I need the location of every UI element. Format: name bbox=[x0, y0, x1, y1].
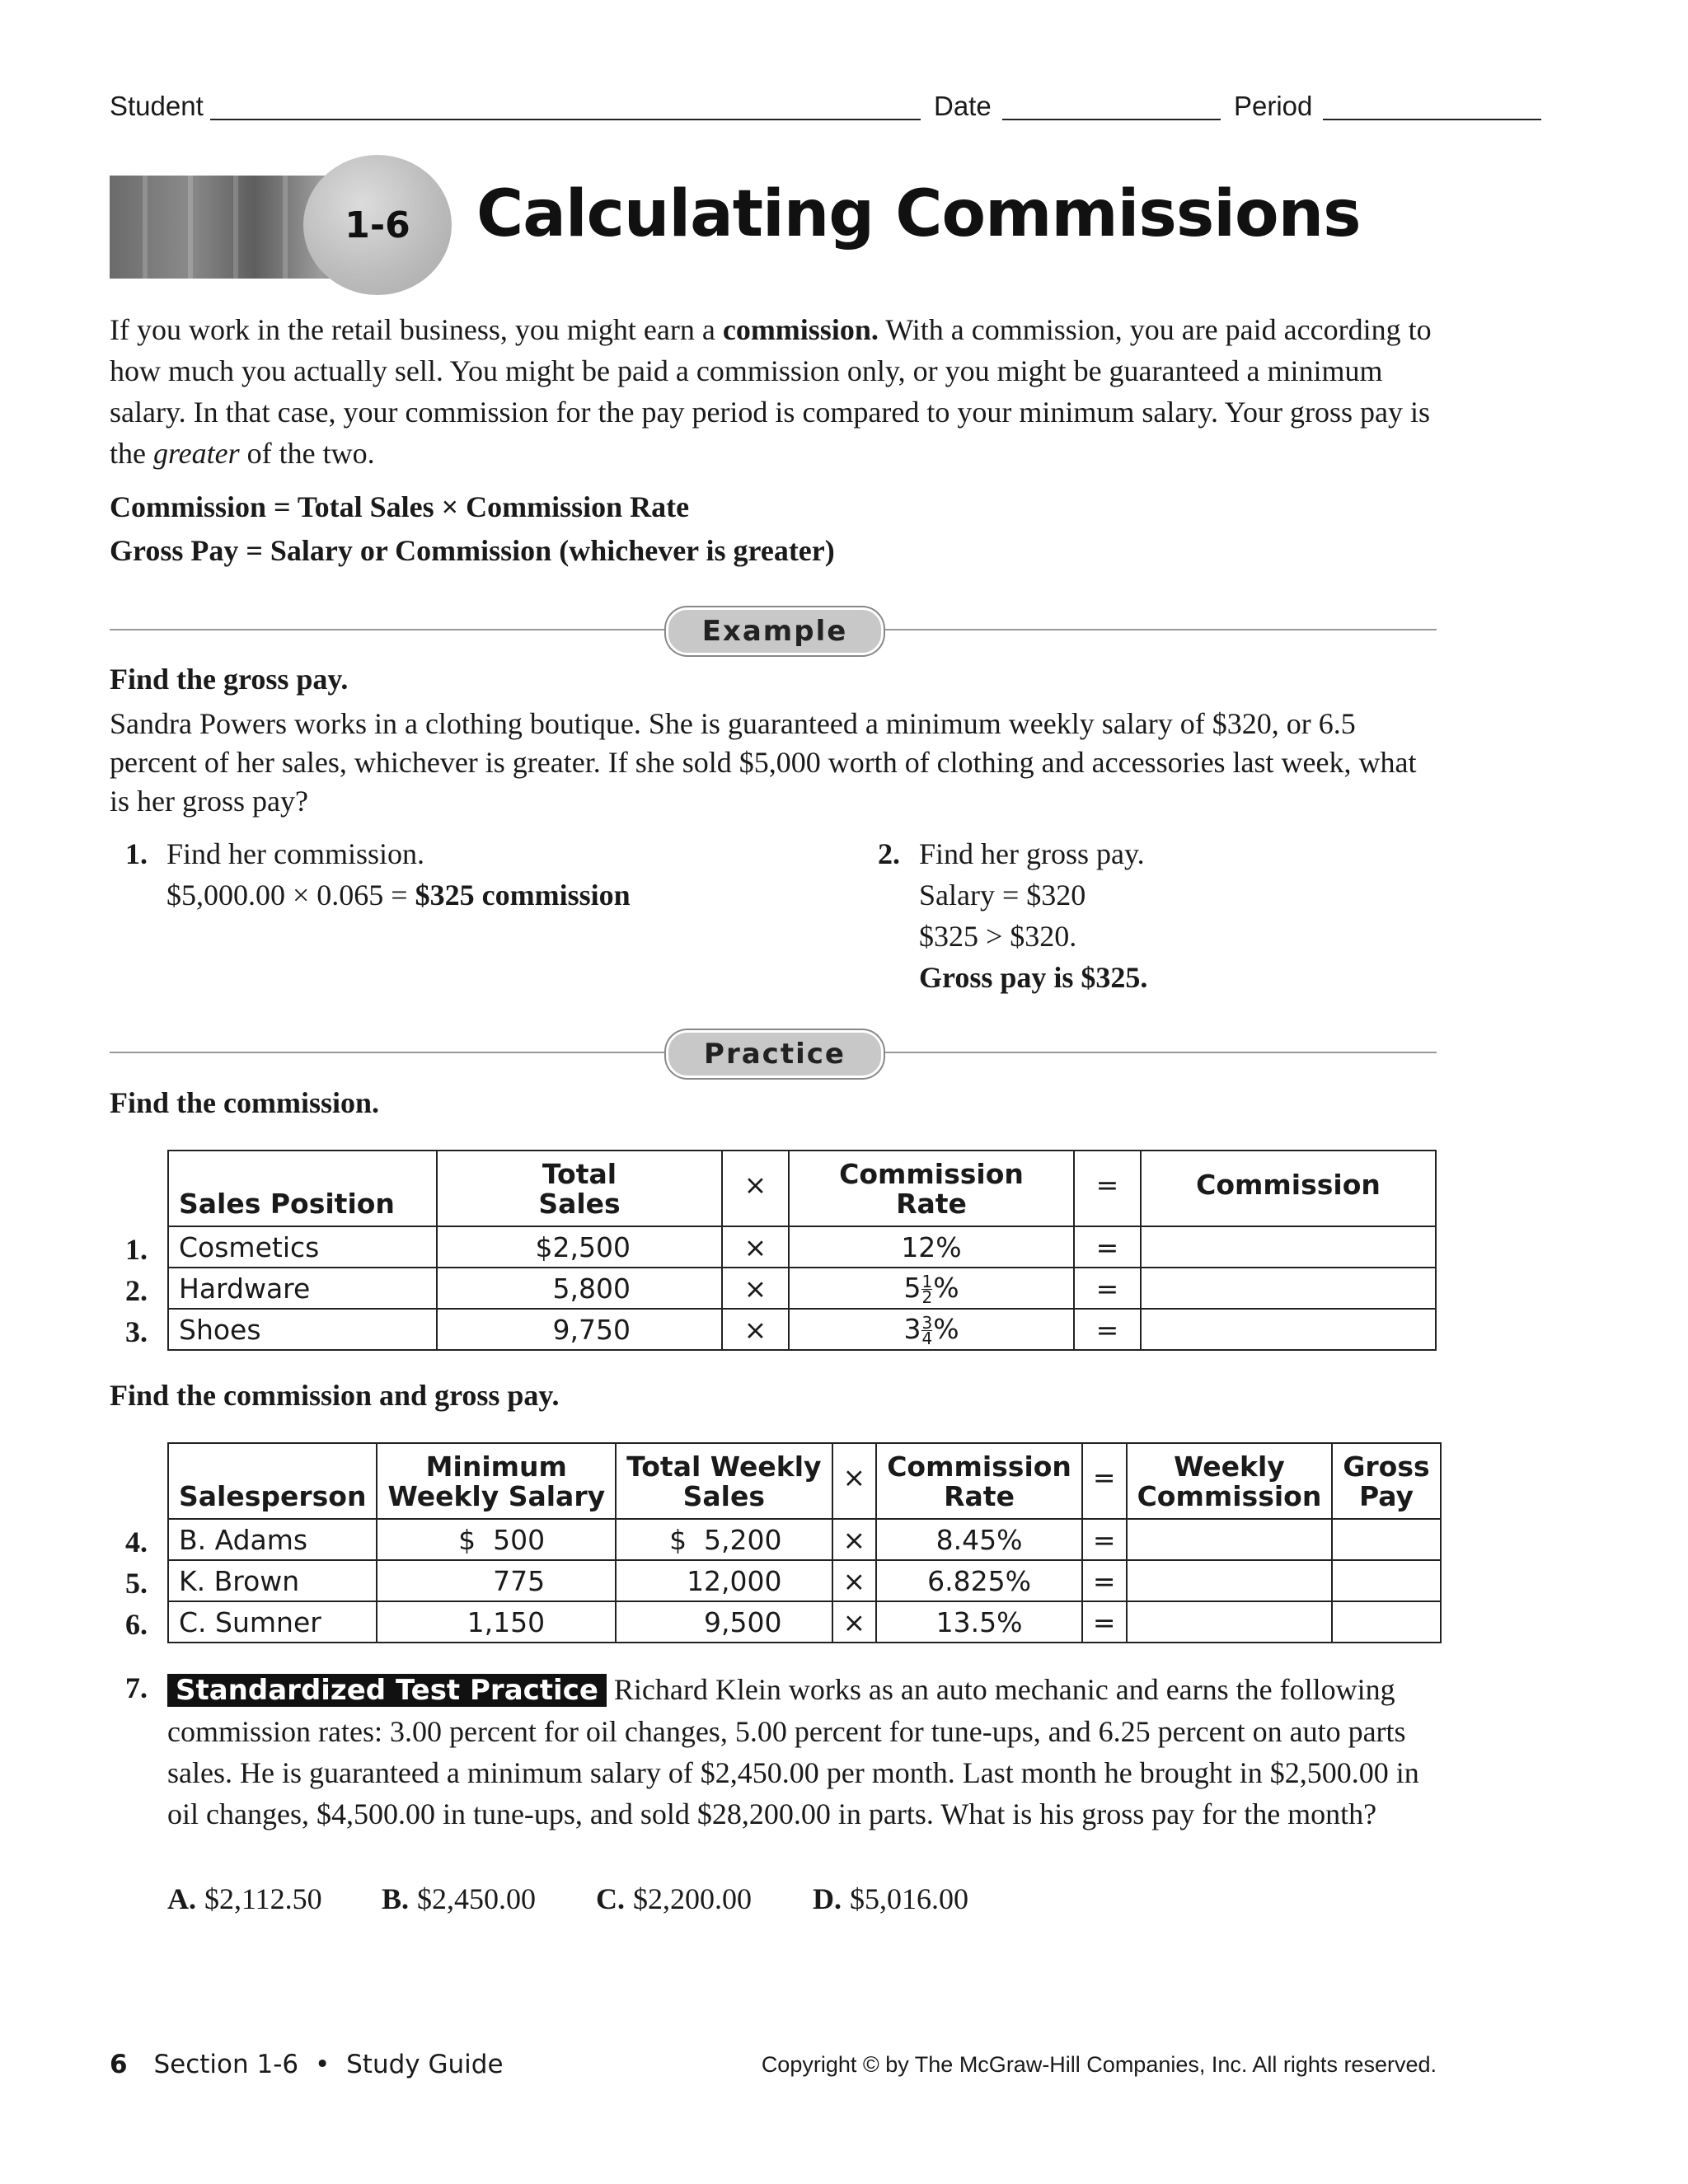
commission-term: commission. bbox=[722, 313, 879, 346]
choice-b[interactable]: B. $2,450.00 bbox=[382, 1882, 537, 1915]
step2-result: Gross pay is $325. bbox=[919, 961, 1148, 994]
practice-heading-1: Find the commission. bbox=[110, 1086, 380, 1119]
answer-cell[interactable] bbox=[1332, 1560, 1440, 1601]
intro-paragraph: If you work in the retail business, you might earn a commission. With a commission, you are paid according to how much you actually sell. You might be paid a commission only, or you might be guaranteed a minimum salary. In that case, your commission for the pay period is compared to your minimum salary. Your gross pay is the greater of the two. bbox=[110, 313, 1432, 470]
row-number: 3. bbox=[125, 1315, 148, 1348]
period-label: Period bbox=[1234, 91, 1313, 121]
answer-cell[interactable] bbox=[1141, 1268, 1436, 1309]
practice-heading-2: Find the commission and gross pay. bbox=[110, 1379, 560, 1412]
choice-a[interactable]: A. $2,112.50 bbox=[167, 1882, 322, 1915]
row-number: 5. bbox=[125, 1567, 148, 1600]
copyright: Copyright © by The McGraw-Hill Companies, Inc. All rights reserved. bbox=[761, 2052, 1437, 2077]
question-7: Standardized Test Practice Richard Klein works as an auto mechanic and earns the following commission rates: 3.00 percent for oil changes, 5.00 percent for tune-ups, and 6.25 percent on auto parts sales. He is guaranteed a minimum salary of $2,450.00 per month. Last month he brought in $2,500.00 in oil changes, $4,500.00 in tune-ups, and sold $28,200.00 in parts. What is his gross pay for the month? bbox=[167, 1673, 1419, 1830]
col-sales-position: Sales Position bbox=[168, 1151, 437, 1226]
step1-result: $325 commission bbox=[415, 879, 631, 912]
row-number: 4. bbox=[125, 1526, 148, 1558]
formula-commission: Commission = Total Sales × Commission Rate bbox=[110, 490, 690, 523]
gross-pay-table bbox=[167, 1442, 1442, 1643]
col-times: × bbox=[722, 1151, 789, 1226]
col-commission-rate: Commission Rate bbox=[876, 1443, 1082, 1519]
page-title: Calculating Commissions bbox=[476, 177, 1361, 251]
answer-cell[interactable] bbox=[1332, 1519, 1440, 1560]
col-gross-pay: Gross Pay bbox=[1332, 1443, 1440, 1519]
practice-label: Practice bbox=[666, 1030, 884, 1078]
answer-cell[interactable] bbox=[1127, 1601, 1333, 1643]
choice-c[interactable]: C. $2,200.00 bbox=[596, 1882, 752, 1915]
table-row: Shoes 9,750 × 3 $\frac{3}{4}$ % = bbox=[168, 1309, 1436, 1350]
col-total-weekly-sales: Total Weekly Sales bbox=[616, 1443, 832, 1519]
answer-cell[interactable] bbox=[1127, 1560, 1333, 1601]
col-times: × bbox=[832, 1443, 877, 1519]
row-number: 2. bbox=[125, 1274, 148, 1307]
col-equals: = bbox=[1074, 1151, 1141, 1226]
example-step-1: 1. Find her commission. $5,000.00 × 0.065 = $325 commission bbox=[125, 837, 631, 912]
col-weekly-commission: Weekly Commission bbox=[1127, 1443, 1333, 1519]
col-equals: = bbox=[1082, 1443, 1127, 1519]
table-row: C. Sumner 1,150 9,500 × 13.5% = bbox=[168, 1601, 1441, 1643]
answer-cell[interactable] bbox=[1141, 1309, 1436, 1350]
student-label: Student bbox=[110, 91, 204, 121]
commission-table bbox=[167, 1150, 1437, 1351]
example-problem: Sandra Powers works in a clothing boutique. She is guaranteed a minimum weekly salary of $320, or 6.5 percent of her sales, whichever is greater. If she sold $5,000 worth of clothing and accessories last week, what is her gross pay? bbox=[110, 707, 1417, 818]
period-line[interactable] bbox=[1323, 119, 1541, 120]
choice-d[interactable]: D. $5,016.00 bbox=[813, 1882, 968, 1915]
student-name-line[interactable] bbox=[210, 119, 921, 120]
col-commission: Commission bbox=[1141, 1151, 1436, 1226]
answer-cell[interactable] bbox=[1141, 1226, 1436, 1268]
row-number: 6. bbox=[125, 1608, 148, 1641]
lesson-number: 1-6 bbox=[345, 204, 410, 246]
formula-gross-pay: Gross Pay = Salary or Commission (whichever is greater) bbox=[110, 534, 835, 567]
lesson-number-badge bbox=[303, 155, 452, 295]
example-step-2: 2. Find her gross pay. Salary = $320 $325 > $320. Gross pay is $325. bbox=[878, 833, 1414, 1006]
col-min-salary: Minimum Weekly Salary bbox=[377, 1443, 616, 1519]
example-label: Example bbox=[666, 607, 884, 655]
table-row: K. Brown 775 12,000 × 6.825% = bbox=[168, 1560, 1441, 1601]
table-row: B. Adams $ 500 $ 5,200 × 8.45% = bbox=[168, 1519, 1441, 1560]
standardized-test-label: Standardized Test Practice bbox=[167, 1674, 607, 1707]
answer-cell[interactable] bbox=[1127, 1519, 1333, 1560]
student-header bbox=[110, 89, 1437, 127]
row-number: 1. bbox=[125, 1233, 148, 1266]
table-row: Cosmetics $2,500 × 12% = bbox=[168, 1226, 1436, 1268]
answer-cell[interactable] bbox=[1332, 1601, 1440, 1643]
footer-section: 6 Section 1-6 • Study Guide bbox=[110, 2050, 504, 2079]
date-line[interactable] bbox=[1002, 119, 1221, 120]
col-commission-rate: Commission Rate bbox=[789, 1151, 1074, 1226]
col-total-sales: Total Sales bbox=[437, 1151, 722, 1226]
question-number: 7. bbox=[125, 1671, 148, 1704]
example-heading: Find the gross pay. bbox=[110, 663, 349, 696]
date-label: Date bbox=[934, 91, 992, 121]
col-salesperson: Salesperson bbox=[168, 1443, 377, 1519]
page-number: 6 bbox=[110, 2050, 128, 2079]
table-row: Hardware 5,800 × 5 $\frac{1}{2}$ % = bbox=[168, 1268, 1436, 1309]
